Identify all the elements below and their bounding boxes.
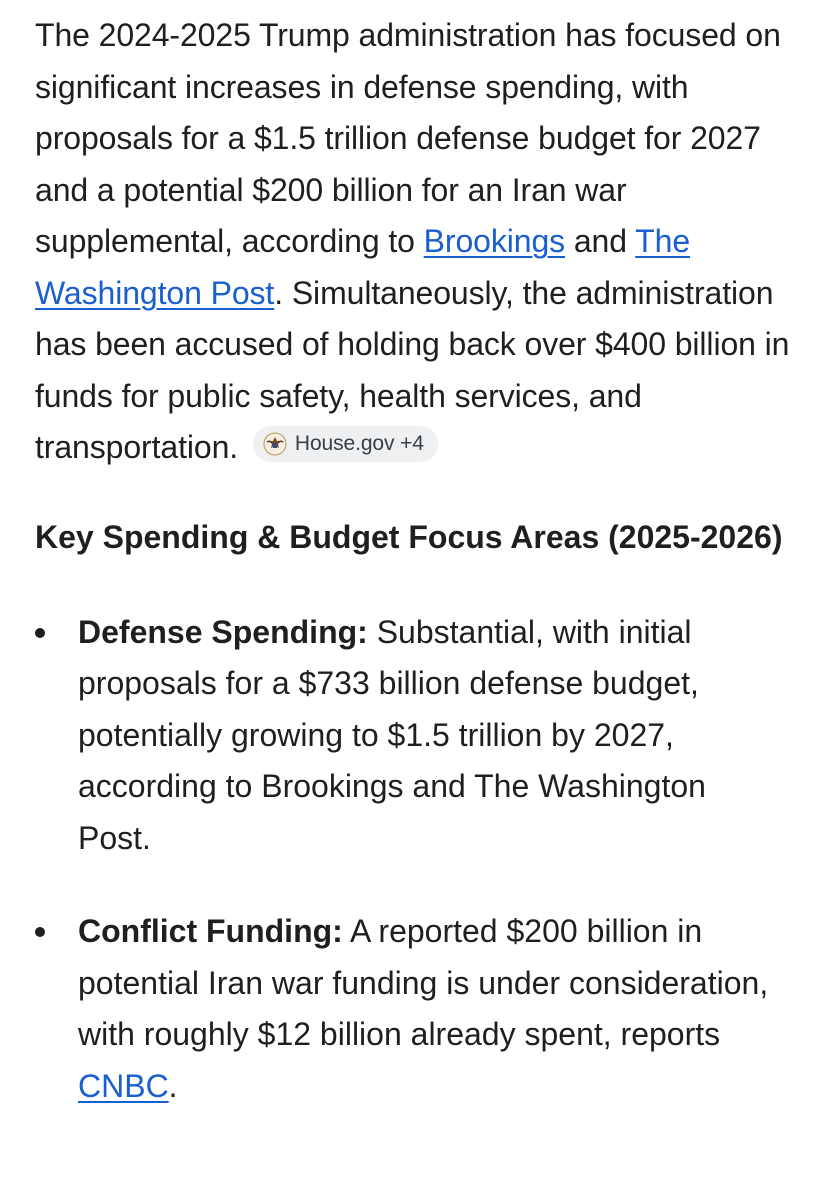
list-item-text: Substantial, with initial proposals for a $733 billion defense budget, potentially growing to $1.5 trillion by 2027, according to Brookings and The Washington Post. bbox=[78, 613, 706, 856]
cnbc-link[interactable]: CNBC bbox=[78, 1067, 169, 1104]
intro-text-1: The 2024-2025 Trump administration has focused on significant increases in defense spending, with proposals for a $1.5 trillion defense budget for 2027 and a potential $200 billion for an Iran war supplemental, according to bbox=[35, 17, 781, 259]
source-chip[interactable] bbox=[253, 426, 438, 462]
section-heading: Key Spending & Budget Focus Areas (2025-2026) bbox=[35, 518, 783, 555]
list-item-text: A reported $200 billion in potential Iran war funding is under consideration, with roughly $12 billion already spent, reports bbox=[78, 913, 769, 1052]
bullet-dot bbox=[35, 628, 45, 638]
bullet-dot bbox=[35, 927, 45, 937]
focus-areas-list bbox=[35, 607, 815, 1113]
list-item-title: Defense Spending: bbox=[78, 613, 368, 650]
answer-content bbox=[35, 10, 815, 1154]
source-chip-label: House.gov +4 bbox=[294, 432, 424, 455]
intro-paragraph bbox=[35, 10, 815, 474]
brookings-link[interactable]: Brookings bbox=[423, 223, 566, 259]
list-item-text-end: . bbox=[168, 1067, 178, 1104]
list-item-defense-spending bbox=[35, 607, 778, 865]
list-item-title: Conflict Funding: bbox=[78, 913, 343, 949]
intro-text-2: and bbox=[565, 223, 636, 259]
list-item-conflict-funding bbox=[35, 906, 778, 1112]
intro-text-3: . Simultaneously, the administration has been accused of holding back over $400 billion in funds for public safety, health services, and transportation. bbox=[35, 274, 790, 465]
us-seal-icon bbox=[263, 432, 287, 456]
washington-post-link[interactable]: The Washington Post bbox=[35, 223, 691, 311]
